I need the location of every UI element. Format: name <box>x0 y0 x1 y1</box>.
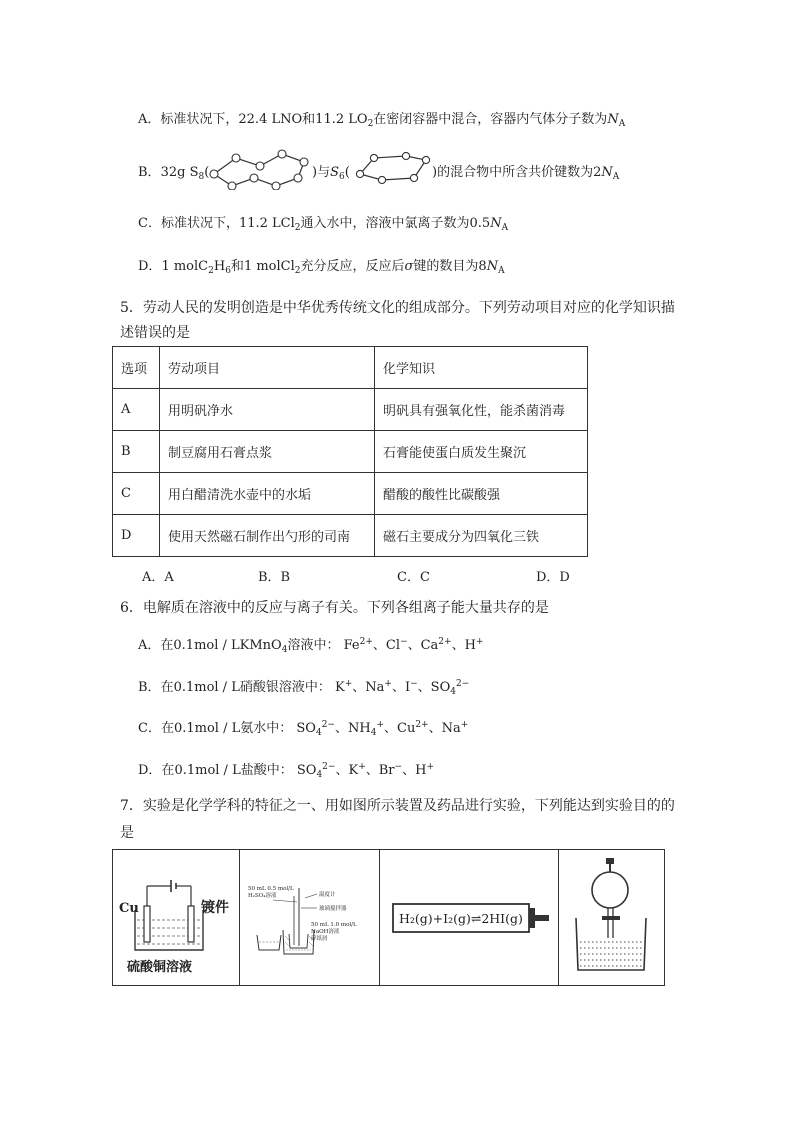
s8-ring-structure <box>208 148 316 190</box>
q4-option-d: D．1 $molC_2H_6$和1 molCl$_2$充分反应，反应后σ键的数目为$8N_A$ <box>138 259 505 276</box>
q4-option-b-tail: )的混合物中所含共价键数为$2N_A$ <box>432 165 620 182</box>
table-row <box>113 431 588 473</box>
equilibrium-figure <box>379 850 559 985</box>
table-cell: 使用天然磁石制作出勺形的司南 <box>160 515 375 557</box>
q6-option-c: C．在0.1mol / L氨水中： $SO_4^{2-}$、$NH_4^+$、$Cu^{2+}$、Na+ <box>138 720 469 738</box>
table-cell: 醋酸的酸性比碳酸强 <box>375 473 588 515</box>
acid-label-1: 50 mL 0.5 mol/L <box>248 886 294 892</box>
table-cell: 石膏能使蛋白质发生聚沉 <box>375 431 588 473</box>
q4-option-b-mid: )与$S_6$( <box>312 165 350 182</box>
table-row <box>113 389 588 431</box>
labor-knowledge-table <box>112 346 588 557</box>
table-cell: C <box>113 473 160 515</box>
q5-answer-b: B．B <box>258 570 291 585</box>
calorimeter-apparatus <box>239 850 379 985</box>
table-header-row <box>113 347 588 389</box>
base-label-1: 50 mL 1.0 mol/L <box>311 922 357 928</box>
thermometer-label: 温度计 <box>319 892 336 898</box>
neutralization-figure <box>239 850 380 985</box>
table-row <box>113 473 588 515</box>
scraps-label: 碎纸屑 <box>311 936 328 942</box>
table-cell: D <box>113 515 160 557</box>
q4-option-c: C．标准状况下，11.2 LCl$_2$通入水中，溶液中氯离子数为$0.5N_A$ <box>138 216 509 233</box>
experiment-figures <box>112 849 665 986</box>
electroplating-figure <box>113 850 240 985</box>
q7-stem-line1: 7．实验是化学学科的特征之一、用如图所示装置及药品进行实验，下列能达到实验目的的 <box>120 798 675 814</box>
table-row <box>113 515 588 557</box>
separatory-funnel-apparatus <box>558 850 664 985</box>
table-cell: 用明矾净水 <box>160 389 375 431</box>
q5-answer-c: C．C <box>397 570 430 585</box>
q5-answer-a: A．A <box>142 570 174 585</box>
table-cell: 制豆腐用石膏点浆 <box>160 431 375 473</box>
table-header: 化学知识 <box>375 347 588 389</box>
q5-stem-line2: 述错误的是 <box>120 325 190 341</box>
electroplating-apparatus <box>113 850 239 985</box>
plated-label: 镀件 <box>201 900 229 916</box>
q4-option-a: A．标准状况下，22.4 LNO和11.2 $LO_2$在密闭容器中混合，容器内气体分子数为$N_A$ <box>138 112 626 129</box>
copper-sulfate-label: 硫酸铜溶液 <box>127 960 193 975</box>
q7-stem-line2: 是 <box>120 825 134 841</box>
funnel-figure <box>558 850 664 985</box>
equilibrium-equation: H₂(g)+I₂(g)⇌2HI(g) <box>399 911 523 926</box>
q6-stem: 6．电解质在溶液中的反应与离子有关。下列各组离子能大量共存的是 <box>120 600 549 616</box>
table-cell: 磁石主要成分为四氧化三铁 <box>375 515 588 557</box>
q6-option-d: D．在0.1mol / L盐酸中： $SO_4^{2-}$、K+、Br−、H+ <box>138 762 434 780</box>
base-label-2: NaOH溶液 <box>311 929 340 935</box>
syringe-apparatus <box>379 850 558 985</box>
cu-label: Cu <box>119 901 139 916</box>
table-header: 选项 <box>113 347 160 389</box>
q6-option-b: B．在0.1mol / L硝酸银溶液中： K+、Na+、I−、$SO_4^{2-}$ <box>138 679 470 697</box>
table-cell: 明矾具有强氧化性，能杀菌消毒 <box>375 389 588 431</box>
table-cell: A <box>113 389 160 431</box>
table-header: 劳动项目 <box>160 347 375 389</box>
stirrer-label: 玻璃搅拌器 <box>319 906 347 912</box>
table-cell: 用白醋清洗水壶中的水垢 <box>160 473 375 515</box>
acid-label-2: H₂SO₄溶液 <box>248 893 277 899</box>
q5-answer-d: D．D <box>536 570 570 585</box>
q6-option-a: A．在0.1mol / LKMnO$_4$溶液中： $Fe^{2+}$、Cl−、$Ca^{2+}$、H+ <box>138 637 484 655</box>
q4-option-b: B．32g $S_8$( <box>138 165 210 182</box>
q5-stem-line1: 5．劳动人民的发明创造是中华优秀传统文化的组成部分。下列劳动项目对应的化学知识描 <box>120 300 675 316</box>
s6-ring-structure <box>354 150 434 188</box>
table-cell: B <box>113 431 160 473</box>
